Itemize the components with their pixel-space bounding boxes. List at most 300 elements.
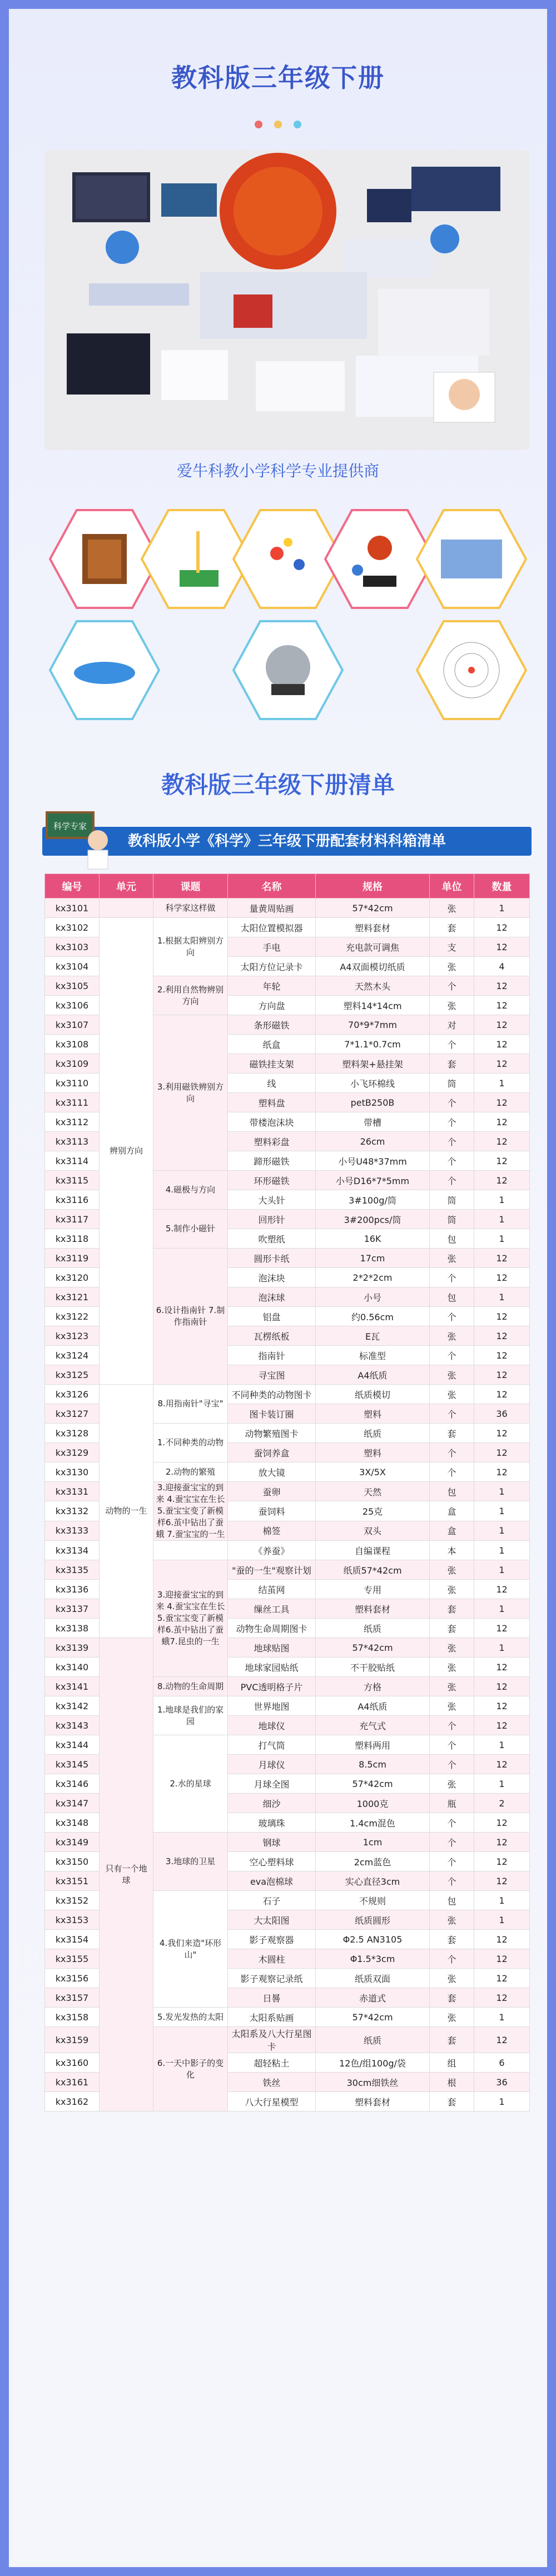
table-cell: 塑料套材 xyxy=(316,2092,430,2111)
column-header: 编号 xyxy=(45,874,100,898)
table-cell: 12 xyxy=(474,1326,530,1346)
table-cell: kx3159 xyxy=(45,2027,100,2053)
table-cell: 套 xyxy=(430,2092,474,2111)
table-cell: 大太阳图 xyxy=(228,1910,316,1930)
table-cell: A4纸质 xyxy=(316,1696,430,1716)
table-cell: 1 xyxy=(474,1891,530,1910)
table-cell: 张 xyxy=(430,1365,474,1385)
table-cell: 自编课程 xyxy=(316,1541,430,1560)
table-cell: 1 xyxy=(474,1210,530,1229)
table-cell: kx3142 xyxy=(45,1696,100,1716)
table-cell: kx3103 xyxy=(45,937,100,957)
course-cell: 3.利用磁铁辨别方向 xyxy=(153,1015,228,1171)
table-cell: 超轻粘土 xyxy=(228,2053,316,2073)
table-cell: 个 xyxy=(430,1735,474,1755)
product-kit-photo xyxy=(44,150,529,450)
table-cell: 个 xyxy=(430,1443,474,1462)
table-cell: 纸质圆形 xyxy=(316,1910,430,1930)
table-cell: kx3137 xyxy=(45,1599,100,1619)
table-cell: 不同种类的动物图卡 xyxy=(228,1385,316,1404)
table-cell: 太阳系及八大行星图卡 xyxy=(228,2027,316,2053)
table-cell: 个 xyxy=(430,1462,474,1482)
table-cell: 1 xyxy=(474,1910,530,1930)
table-cell: 吹塑纸 xyxy=(228,1229,316,1249)
teacher-avatar xyxy=(44,809,116,870)
table-cell: 1 xyxy=(474,1482,530,1501)
table-cell: 张 xyxy=(430,898,474,918)
table-cell: 张 xyxy=(430,1910,474,1930)
table-cell: 环形磁铁 xyxy=(228,1171,316,1190)
provider-slogan: 爱牛科教小学科学专业提供商 xyxy=(176,462,379,480)
table-cell: 充气式 xyxy=(316,1716,430,1735)
table-cell: 塑料套材 xyxy=(316,918,430,937)
table-cell: 小飞环棉线 xyxy=(316,1074,430,1093)
table-cell: 12 xyxy=(474,1385,530,1404)
table-cell: 个 xyxy=(430,1151,474,1171)
table-cell: 个 xyxy=(430,976,474,996)
table-cell: 57*42cm xyxy=(316,1774,430,1794)
table-cell: kx3139 xyxy=(45,1638,100,1658)
table-cell: kx3140 xyxy=(45,1658,100,1677)
table-cell: 12 xyxy=(474,1249,530,1268)
table-cell: 12 xyxy=(474,1949,530,1969)
table-cell: 个 xyxy=(430,1307,474,1326)
table-cell: 玻璃珠 xyxy=(228,1813,316,1833)
table-cell: 张 xyxy=(430,1969,474,1988)
table-cell: 12 xyxy=(474,1580,530,1599)
table-cell: 个 xyxy=(430,1755,474,1774)
column-header: 课题 xyxy=(153,874,228,898)
table-cell: kx3147 xyxy=(45,1794,100,1813)
table-cell: 70*9*7mm xyxy=(316,1015,430,1035)
page-title: 教科版三年级下册 xyxy=(171,63,385,93)
table-cell: kx3118 xyxy=(45,1229,100,1249)
table-cell: 纸盒 xyxy=(228,1035,316,1054)
hexagon-sundial-image xyxy=(49,620,160,720)
table-cell: 30cm细铁丝 xyxy=(316,2073,430,2092)
table-cell: kx3158 xyxy=(45,2008,100,2027)
table-cell: 塑料14*14cm xyxy=(316,996,430,1015)
table-cell: 太阳位置模拟器 xyxy=(228,918,316,937)
table-cell: 月球仪 xyxy=(228,1755,316,1774)
table-cell: 盒 xyxy=(430,1501,474,1521)
table-row xyxy=(45,1638,530,1658)
table-header-row xyxy=(45,874,530,898)
teacher-badge-text: 科学专家 xyxy=(53,821,87,831)
table-cell: 条形磁铁 xyxy=(228,1015,316,1035)
table-cell: 张 xyxy=(430,1638,474,1658)
table-cell: kx3134 xyxy=(45,1541,100,1560)
table-cell: kx3121 xyxy=(45,1287,100,1307)
table-cell: 八大行星模型 xyxy=(228,2092,316,2111)
table-cell: kx3104 xyxy=(45,957,100,976)
table-cell: kx3130 xyxy=(45,1462,100,1482)
table-cell: 12色/组100g/袋 xyxy=(316,2053,430,2073)
table-cell: 动物生命周期图卡 xyxy=(228,1619,316,1638)
table-cell: 套 xyxy=(430,1930,474,1949)
table-cell: 天然木头 xyxy=(316,976,430,996)
table-cell: E瓦 xyxy=(316,1326,430,1346)
table-cell: 带楼泡沫块 xyxy=(228,1112,316,1132)
table-cell: 2*2*2cm xyxy=(316,1268,430,1287)
course-cell: 1.地球是我们的家园 xyxy=(153,1696,228,1735)
table-cell: 12 xyxy=(474,1093,530,1112)
table-cell: kx3135 xyxy=(45,1560,100,1580)
table-cell: 12 xyxy=(474,1619,530,1638)
table-cell: 纸质 xyxy=(316,1619,430,1638)
table-cell: kx3156 xyxy=(45,1969,100,1988)
table-cell: 1 xyxy=(474,898,530,918)
table-cell: kx3109 xyxy=(45,1054,100,1074)
table-cell: 12 xyxy=(474,1930,530,1949)
table-cell: 太阳系贴画 xyxy=(228,2008,316,2027)
table-cell: kx3127 xyxy=(45,1404,100,1424)
table-cell: 57*42cm xyxy=(316,2008,430,2027)
table-cell: 图卡装订圈 xyxy=(228,1404,316,1424)
table-cell: 12 xyxy=(474,976,530,996)
table-cell: kx3160 xyxy=(45,2053,100,2073)
table-cell: 塑料 xyxy=(316,1404,430,1424)
table-cell: 12 xyxy=(474,1268,530,1287)
course-cell: 2.利用自然物辨别方向 xyxy=(153,976,228,1015)
course-cell: 6.设计指南针 7.制作指南针 xyxy=(153,1249,228,1385)
table-cell: 塑料两用 xyxy=(316,1735,430,1755)
table-cell: 纸质双面 xyxy=(316,1969,430,1988)
course-cell: 1.根据太阳辨别方向 xyxy=(153,918,228,976)
table-cell: 筒 xyxy=(430,1190,474,1210)
table-cell: 1 xyxy=(474,2008,530,2027)
table-cell: 塑料套材 xyxy=(316,1599,430,1619)
table-cell: 不规则 xyxy=(316,1891,430,1910)
table-cell: 个 xyxy=(430,1716,474,1735)
table-cell: 线 xyxy=(228,1074,316,1093)
table-cell: kx3119 xyxy=(45,1249,100,1268)
course-cell: 8.动物的生命周期 xyxy=(153,1677,228,1696)
hexagon-orbit-chart-image xyxy=(416,620,527,720)
table-cell: 包 xyxy=(430,1287,474,1307)
table-cell: kx3153 xyxy=(45,1910,100,1930)
table-cell: 个 xyxy=(430,1093,474,1112)
table-cell: 蚕饲料 xyxy=(228,1501,316,1521)
table-cell: kx3143 xyxy=(45,1716,100,1735)
table-cell: 铝盘 xyxy=(228,1307,316,1326)
table-cell: kx3138 xyxy=(45,1619,100,1638)
table-cell: eva泡棉球 xyxy=(228,1871,316,1891)
table-cell: 26cm xyxy=(316,1132,430,1151)
table-cell: kx3152 xyxy=(45,1891,100,1910)
dot-yellow xyxy=(274,121,282,128)
table-cell: kx3141 xyxy=(45,1677,100,1696)
table-cell: 12 xyxy=(474,1132,530,1151)
table-cell: 纸质 xyxy=(316,2027,430,2053)
table-cell: 《养蚕》 xyxy=(228,1541,316,1560)
table-cell: kx3102 xyxy=(45,918,100,937)
table-cell: 石子 xyxy=(228,1891,316,1910)
table-cell: 圆形卡纸 xyxy=(228,1249,316,1268)
table-cell: 瓦楞纸板 xyxy=(228,1326,316,1346)
table-cell: 3X/5X xyxy=(316,1462,430,1482)
table-cell: 1 xyxy=(474,1229,530,1249)
table-cell: 标准型 xyxy=(316,1346,430,1365)
table-cell: 6 xyxy=(474,2053,530,2073)
table-cell: 12 xyxy=(474,996,530,1015)
table-cell: 缫丝工具 xyxy=(228,1599,316,1619)
table-cell: 方格 xyxy=(316,1677,430,1696)
table-cell: 瓶 xyxy=(430,1794,474,1813)
table-cell: 小号 xyxy=(316,1287,430,1307)
column-header: 数量 xyxy=(474,874,530,898)
table-cell: 小号U48*37mm xyxy=(316,1151,430,1171)
table-cell: 包 xyxy=(430,1229,474,1249)
column-header: 名称 xyxy=(228,874,316,898)
table-cell: 木圆柱 xyxy=(228,1949,316,1969)
table-cell: 张 xyxy=(430,1385,474,1404)
table-cell: 25克 xyxy=(316,1501,430,1521)
table-cell: 本 xyxy=(430,1541,474,1560)
table-cell: 1 xyxy=(474,1735,530,1755)
table-cell: kx3108 xyxy=(45,1035,100,1054)
table-cell: 张 xyxy=(430,1580,474,1599)
table-cell: 包 xyxy=(430,1891,474,1910)
table-cell: 回形针 xyxy=(228,1210,316,1229)
table-cell: 张 xyxy=(430,1774,474,1794)
table-cell: 张 xyxy=(430,1326,474,1346)
table-cell: 对 xyxy=(430,1015,474,1035)
table-cell: 12 xyxy=(474,1171,530,1190)
table-cell: 泡沫球 xyxy=(228,1287,316,1307)
table-cell: kx3112 xyxy=(45,1112,100,1132)
table-cell: 12 xyxy=(474,1852,530,1871)
table-cell: A4双面模切纸质 xyxy=(316,957,430,976)
course-cell: 5.制作小磁针 xyxy=(153,1210,228,1249)
table-cell: 充电款可调焦 xyxy=(316,937,430,957)
table-cell: 12 xyxy=(474,1054,530,1074)
table-cell: 1cm xyxy=(316,1833,430,1852)
table-cell: 12 xyxy=(474,2027,530,2053)
table-cell: kx3161 xyxy=(45,2073,100,2092)
table-cell: 铁丝 xyxy=(228,2073,316,2092)
table-cell: kx3117 xyxy=(45,1210,100,1229)
table-cell: 12 xyxy=(474,1813,530,1833)
table-cell: kx3154 xyxy=(45,1930,100,1949)
table-cell: 1 xyxy=(474,1638,530,1658)
table-cell: 纸质模切 xyxy=(316,1385,430,1404)
table-cell: kx3115 xyxy=(45,1171,100,1190)
table-cell: 纸质 xyxy=(316,1424,430,1443)
table-cell: 带槽 xyxy=(316,1112,430,1132)
table-cell: 12 xyxy=(474,1755,530,1774)
dot-red xyxy=(255,121,262,128)
table-cell: 天然 xyxy=(316,1482,430,1501)
table-cell: 双头 xyxy=(316,1521,430,1540)
table-cell: 1000克 xyxy=(316,1794,430,1813)
table-cell: 张 xyxy=(430,1677,474,1696)
table-cell: 专用 xyxy=(316,1580,430,1599)
unit-cell: 动物的一生 xyxy=(100,1385,153,1638)
table-cell: 3#100g/筒 xyxy=(316,1190,430,1210)
table-cell: 手电 xyxy=(228,937,316,957)
course-cell xyxy=(153,1541,228,1560)
table-cell: A4纸质 xyxy=(316,1365,430,1385)
table-cell: 36 xyxy=(474,2073,530,2092)
unit-cell: 只有一个地球 xyxy=(100,1638,153,2111)
course-cell: 3.迎接蚕宝宝的到来 4.蚕宝宝在生长5.蚕宝宝变了新模样6.茧中钻出了蚕蛾7.昆虫的一生 xyxy=(153,1560,228,1677)
table-cell: kx3114 xyxy=(45,1151,100,1171)
table-cell: 量黄周贴画 xyxy=(228,898,316,918)
table-cell: 年轮 xyxy=(228,976,316,996)
course-cell: 5.发光发热的太阳 xyxy=(153,2008,228,2027)
table-cell: 个 xyxy=(430,1112,474,1132)
highlight-hexagons xyxy=(49,509,527,737)
table-cell: 17cm xyxy=(316,1249,430,1268)
table-cell: 张 xyxy=(430,1249,474,1268)
table-cell: 套 xyxy=(430,1988,474,2008)
table-cell: 个 xyxy=(430,1833,474,1852)
unit-cell: 辨别方向 xyxy=(100,918,153,1385)
table-cell: 筒 xyxy=(430,1210,474,1229)
table-cell: 12 xyxy=(474,1015,530,1035)
table-cell: 12 xyxy=(474,1112,530,1132)
table-cell: 不干胶贴纸 xyxy=(316,1658,430,1677)
course-cell: 2.动物的繁殖 xyxy=(153,1462,228,1482)
table-cell: 36 xyxy=(474,1404,530,1424)
table-cell: 地球贴图 xyxy=(228,1638,316,1658)
dot-blue xyxy=(294,121,301,128)
table-cell: 根 xyxy=(430,2073,474,2092)
table-cell: 1 xyxy=(474,1541,530,1560)
table-cell: 12 xyxy=(474,1833,530,1852)
table-cell: 小号D16*7*5mm xyxy=(316,1171,430,1190)
unit-cell xyxy=(100,898,153,918)
table-cell: kx3150 xyxy=(45,1852,100,1871)
column-header: 单位 xyxy=(430,874,474,898)
table-cell: 寻宝图 xyxy=(228,1365,316,1385)
table-cell: kx3125 xyxy=(45,1365,100,1385)
table-cell: 赤道式 xyxy=(316,1988,430,2008)
materials-table xyxy=(44,873,530,2111)
table-cell: kx3105 xyxy=(45,976,100,996)
course-cell: 6.一天中影子的变化 xyxy=(153,2027,228,2111)
table-cell: kx3146 xyxy=(45,1774,100,1794)
table-cell: kx3123 xyxy=(45,1326,100,1346)
table-cell: 影子观察记录纸 xyxy=(228,1969,316,1988)
table-cell: 套 xyxy=(430,1619,474,1638)
table-cell: 磁铁挂支架 xyxy=(228,1054,316,1074)
table-cell: kx3149 xyxy=(45,1833,100,1852)
table-cell: 1 xyxy=(474,1599,530,1619)
table-cell: 筒 xyxy=(430,1074,474,1093)
table-cell: 支 xyxy=(430,937,474,957)
table-cell: 57*42cm xyxy=(316,898,430,918)
table-cell: "蚕的一生"观察计划 xyxy=(228,1560,316,1580)
table-cell: 7*1.1*0.7cm xyxy=(316,1035,430,1054)
column-header: 单元 xyxy=(100,874,153,898)
course-cell: 3.地球的卫星 xyxy=(153,1833,228,1891)
table-cell: kx3116 xyxy=(45,1190,100,1210)
table-cell: 塑料 xyxy=(316,1443,430,1462)
table-cell: 影子观察器 xyxy=(228,1930,316,1949)
table-cell: 塑料架+悬挂架 xyxy=(316,1054,430,1074)
table-cell: kx3162 xyxy=(45,2092,100,2111)
hexagon-grid-tray-image xyxy=(416,509,527,609)
table-cell: 12 xyxy=(474,937,530,957)
table-cell: 指南针 xyxy=(228,1346,316,1365)
table-cell: 1 xyxy=(474,1521,530,1540)
table-cell: 张 xyxy=(430,957,474,976)
table-cell: 57*42cm xyxy=(316,1638,430,1658)
table-cell: 张 xyxy=(430,996,474,1015)
table-cell: kx3110 xyxy=(45,1074,100,1093)
table-cell: 个 xyxy=(430,1871,474,1891)
course-cell: 8.用指南针"寻宝" xyxy=(153,1385,228,1424)
table-cell: 16K xyxy=(316,1229,430,1249)
table-cell: 个 xyxy=(430,1171,474,1190)
table-cell: kx3113 xyxy=(45,1132,100,1151)
table-cell: 个 xyxy=(430,1346,474,1365)
table-cell: 4 xyxy=(474,957,530,976)
table-cell: 12 xyxy=(474,1696,530,1716)
decor-dots xyxy=(18,120,538,131)
table-cell: 日晷 xyxy=(228,1988,316,2008)
table-cell: 12 xyxy=(474,1462,530,1482)
table-cell: Φ2.5 AN3105 xyxy=(316,1930,430,1949)
table-cell: 张 xyxy=(430,1560,474,1580)
table-cell: 组 xyxy=(430,2053,474,2073)
table-cell: 2cm蓝色 xyxy=(316,1852,430,1871)
table-cell: kx3155 xyxy=(45,1949,100,1969)
table-cell: 个 xyxy=(430,1132,474,1151)
table-cell: petB250B xyxy=(316,1093,430,1112)
table-cell: 12 xyxy=(474,1716,530,1735)
table-cell: 套 xyxy=(430,1054,474,1074)
table-cell: 打气筒 xyxy=(228,1735,316,1755)
table-cell: 张 xyxy=(430,1696,474,1716)
table-cell: 地球仪 xyxy=(228,1716,316,1735)
table-cell: kx3124 xyxy=(45,1346,100,1365)
table-cell: 1.4cm混色 xyxy=(316,1813,430,1833)
table-cell: 纸质57*42cm xyxy=(316,1560,430,1580)
table-cell: 细沙 xyxy=(228,1794,316,1813)
table-cell: kx3133 xyxy=(45,1521,100,1540)
table-cell: kx3107 xyxy=(45,1015,100,1035)
table-cell: 月球全图 xyxy=(228,1774,316,1794)
table-cell: 1 xyxy=(474,2092,530,2111)
table-cell: 结茧网 xyxy=(228,1580,316,1599)
table-cell: 包 xyxy=(430,1482,474,1501)
table-cell: 12 xyxy=(474,918,530,937)
table-cell: 3#200pcs/筒 xyxy=(316,1210,430,1229)
table-cell: 盒 xyxy=(430,1521,474,1540)
table-cell: 12 xyxy=(474,1307,530,1326)
table-cell: 个 xyxy=(430,1035,474,1054)
table-cell: 1 xyxy=(474,1501,530,1521)
table-cell: 个 xyxy=(430,1852,474,1871)
table-cell: 1 xyxy=(474,1074,530,1093)
table-cell: kx3111 xyxy=(45,1093,100,1112)
table-cell: 张 xyxy=(430,1658,474,1677)
table-cell: kx3126 xyxy=(45,1385,100,1404)
table-cell: 12 xyxy=(474,1677,530,1696)
table-cell: 约0.56cm xyxy=(316,1307,430,1326)
table-cell: 棉签 xyxy=(228,1521,316,1540)
table-cell: 12 xyxy=(474,1346,530,1365)
table-cell: 太阳方位记录卡 xyxy=(228,957,316,976)
table-cell: 张 xyxy=(430,2008,474,2027)
list-title: 教科版三年级下册清单 xyxy=(161,771,395,798)
table-cell: PVC透明格子片 xyxy=(228,1677,316,1696)
table-cell: 12 xyxy=(474,1988,530,2008)
table-cell: 1 xyxy=(474,1774,530,1794)
